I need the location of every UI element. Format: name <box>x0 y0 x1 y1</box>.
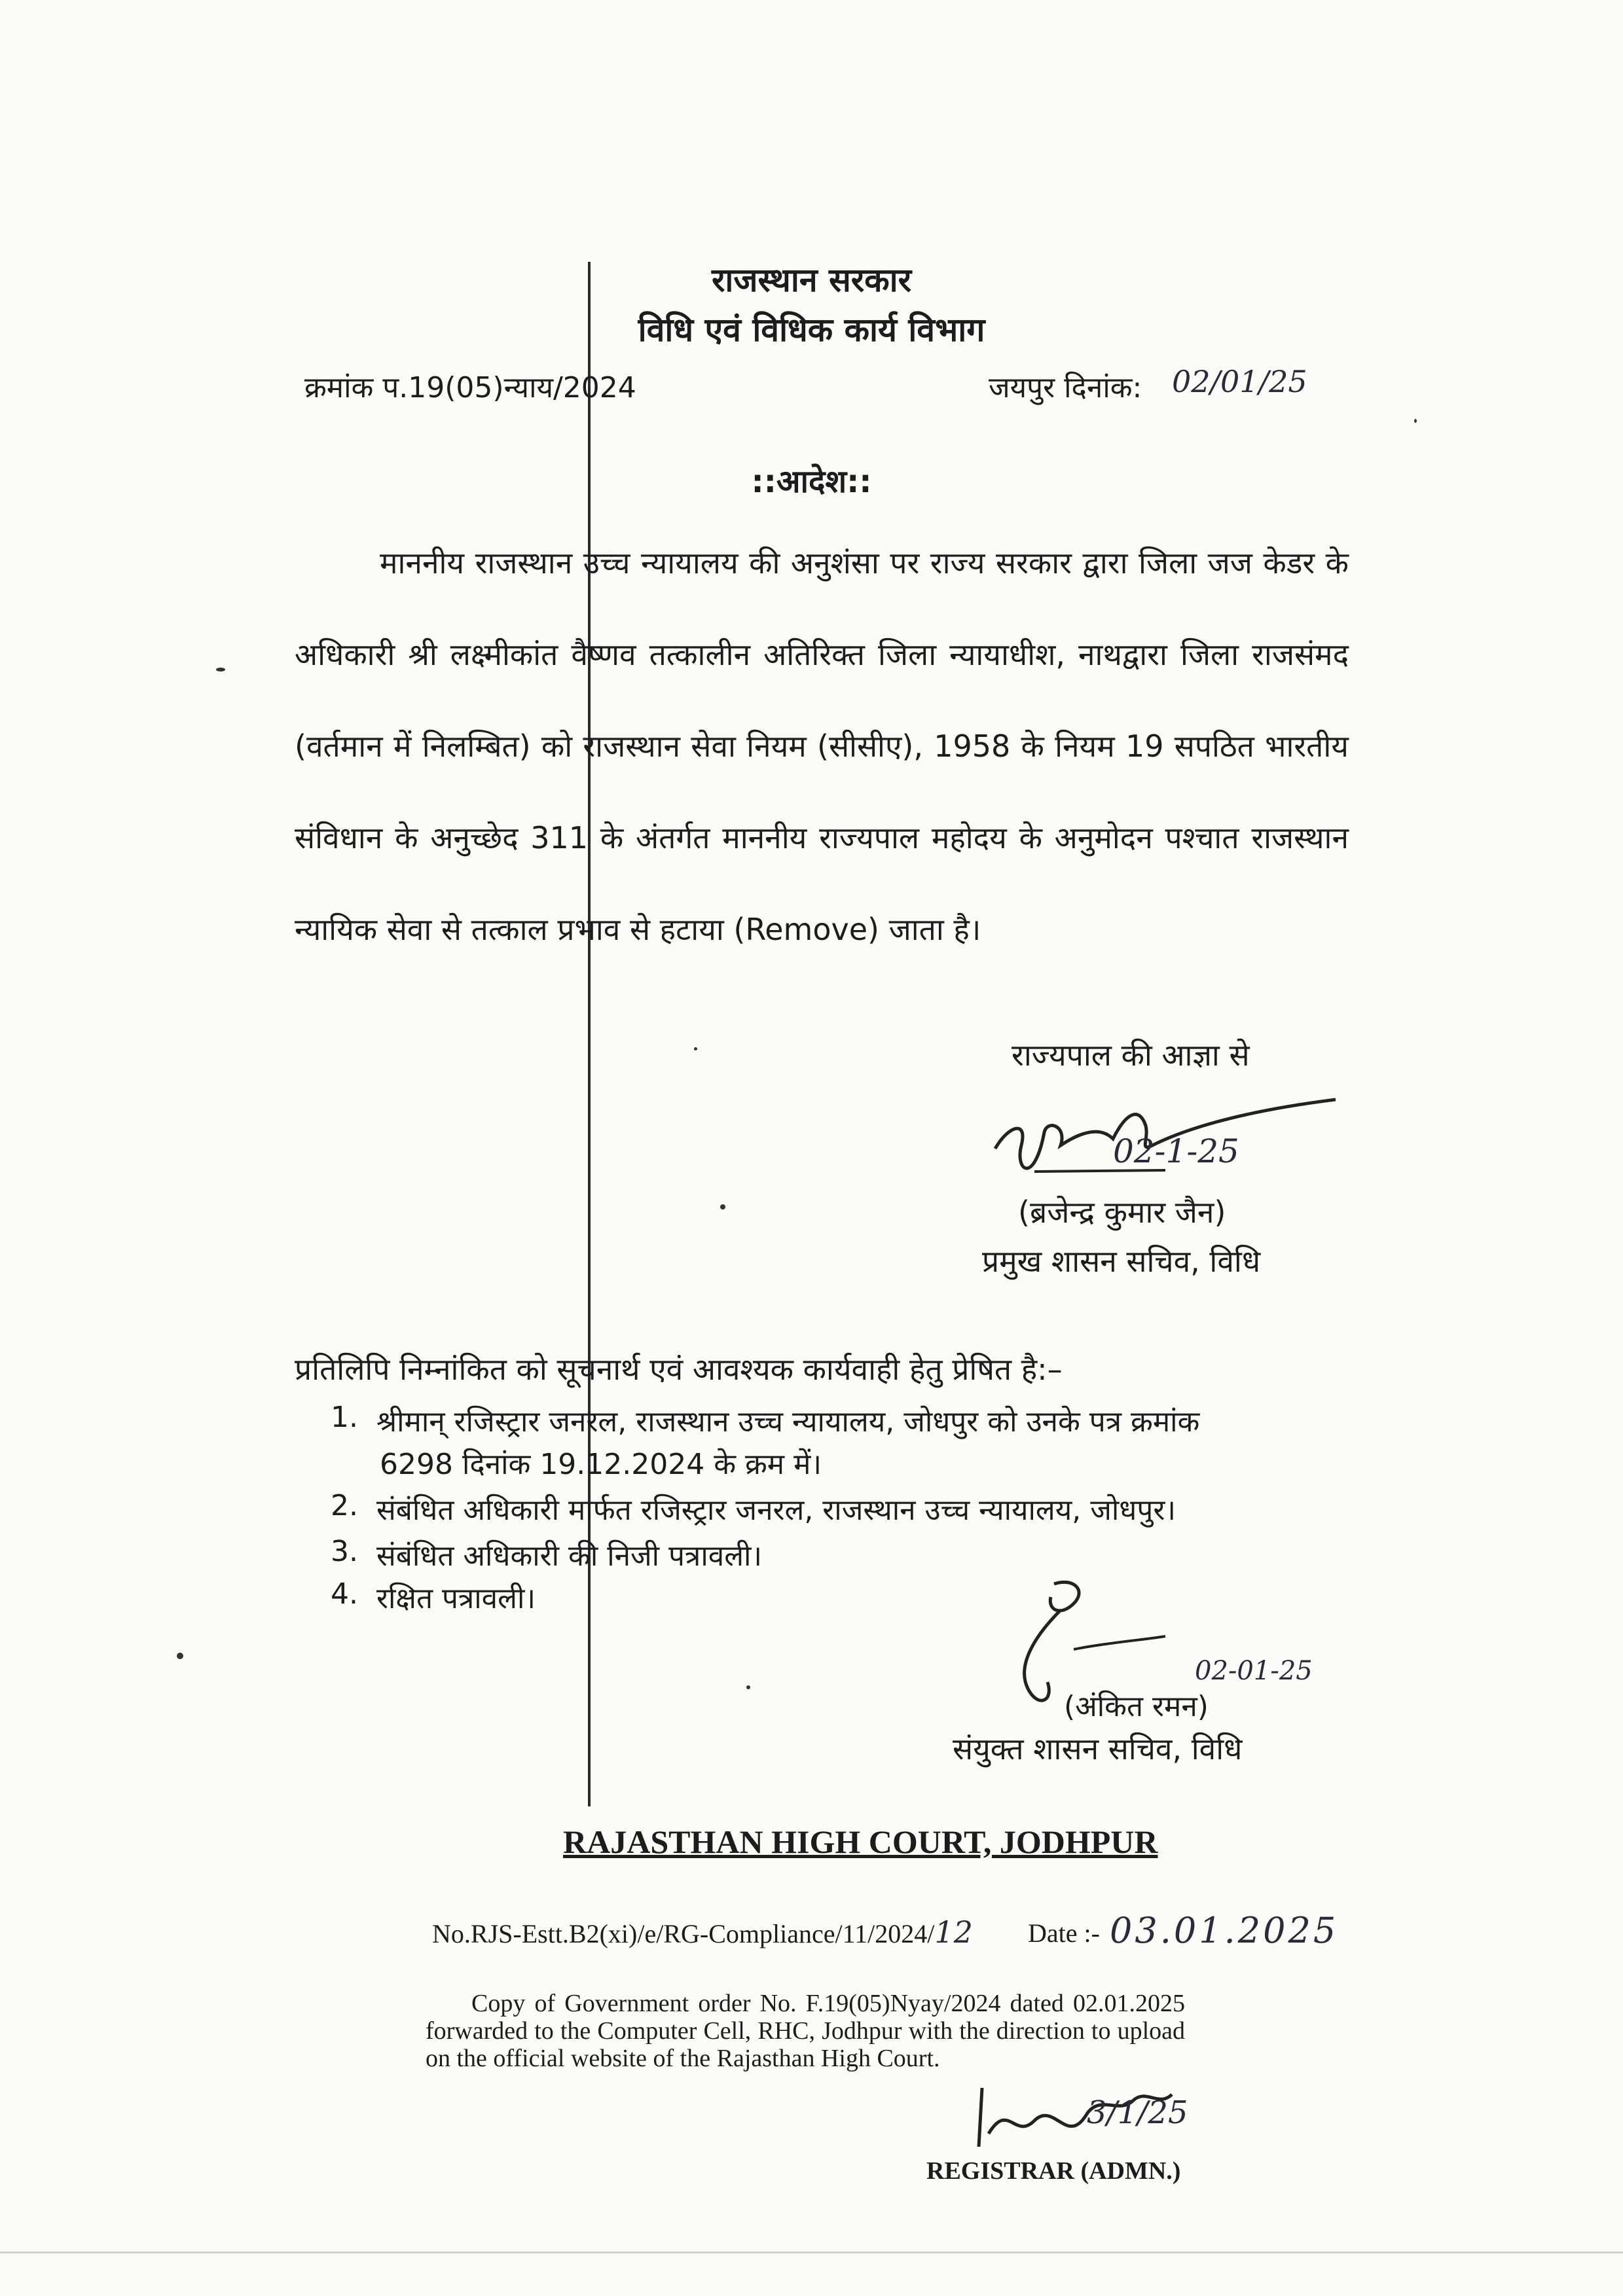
copy-item-2-number: 2. <box>331 1489 358 1522</box>
copy-item-3-text: संबंधित अधिकारी की निजी पत्रावली। <box>376 1539 763 1573</box>
scan-bottom-edge <box>0 2251 1623 2253</box>
scan-speck <box>216 668 225 672</box>
order-title: ::आदेश:: <box>751 463 872 500</box>
scan-speck <box>1414 419 1417 423</box>
registrar-signature-date: 3/1/25 <box>1087 2094 1188 2131</box>
date-label: जयपुर दिनांक: <box>989 371 1142 404</box>
handwritten-date: 02/01/25 <box>1172 364 1307 399</box>
copy-item-4-text: रक्षित पत्रावली। <box>376 1582 536 1615</box>
department-title: विधि एवं विधिक कार्य विभाग <box>638 311 985 349</box>
copy-item-1-number: 1. <box>331 1401 358 1434</box>
signatory-1-name: (ब्रजेन्द्र कुमार जैन) <box>1018 1194 1226 1230</box>
endorsement-date-handwritten: 03.01.2025 <box>1110 1910 1339 1951</box>
government-title: राजस्थान सरकार <box>711 261 912 299</box>
copy-item-2-text: संबंधित अधिकारी मार्फत रजिस्ट्रार जनरल, राजस्थान उच्च न्यायालय, जोधपुर। <box>376 1494 1176 1527</box>
scan-speck <box>720 1204 725 1210</box>
scan-speck <box>746 1685 750 1689</box>
endorsement-reference <box>432 1914 973 1950</box>
copy-item-3-number: 3. <box>331 1535 358 1568</box>
authority-line: राज्यपाल की आज्ञा से <box>1012 1037 1250 1073</box>
endorsement-ref-number-hand: 12 <box>934 1914 973 1950</box>
scan-speck <box>177 1653 183 1659</box>
endorsement-ref-number: No.RJS-Estt.B2(xi)/e/RG-Compliance/11/2024/ <box>432 1919 935 1948</box>
registrar-designation: REGISTRAR (ADMN.) <box>926 2157 1181 2185</box>
copy-item-4-number: 4. <box>331 1577 358 1611</box>
signatory-2-designation: संयुक्त शासन सचिव, विधि <box>953 1731 1243 1767</box>
signatory-1-designation: प्रमुख शासन सचिव, विधि <box>982 1244 1261 1279</box>
order-body-text: माननीय राजस्थान उच्च न्यायालय की अनुशंसा पर राज्य सरकार द्वारा जिला जज केडर के अधिकारी श्री लक्ष्मीकांत वैष्णव तत्कालीन अतिरिक्त जिला न्यायाधीश, नाथद्वारा जिला राजसंमद (वर्तमान में निलम्बित) को राजस्थान सेवा नियम (सीसीए), 1958 के नियम 19 सपठित भारतीय संविधान के अनुच्छेद 311 के अंतर्गत माननीय राज्यपाल महोदय के अनुमोदन पश्चात राजस्थान न्यायिक सेवा से तत्काल प्रभाव से हटाया (Remove) जाता है। <box>295 545 1349 947</box>
copy-item-1-text: श्रीमान् रजिस्ट्रार जनरल, राजस्थान उच्च न्यायालय, जोधपुर को उनके पत्र क्रमांक <box>376 1405 1200 1439</box>
endorsement-heading: RAJASTHAN HIGH COURT, JODHPUR <box>563 1823 1158 1860</box>
endorsement-date-label: Date :- <box>1028 1918 1100 1948</box>
endorsement-body: Copy of Government order No. F.19(05)Nyay/2024 dated 02.01.2025 forwarded to the Computer Cell, RHC, Jodhpur with the direction to upload on the official website of the Rajasthan High Court. <box>426 1990 1185 2072</box>
reference-number: क्रमांक प.19(05)न्याय/2024 <box>304 371 636 404</box>
copy-to-intro: प्रतिलिपि निम्नांकित को सूचनार्थ एवं आवश्यक कार्यवाही हेतु प्रेषित है:– <box>295 1352 1063 1387</box>
copy-item-1-text-cont: 6298 दिनांक 19.12.2024 के क्रम में। <box>380 1448 822 1481</box>
signatory-2-name: (अंकित रमन) <box>1064 1690 1209 1723</box>
order-body <box>295 517 1349 975</box>
scan-speck <box>694 1047 697 1050</box>
signature-2-date: 02-01-25 <box>1195 1656 1313 1686</box>
signature-1-date: 02-1-25 <box>1113 1132 1239 1170</box>
